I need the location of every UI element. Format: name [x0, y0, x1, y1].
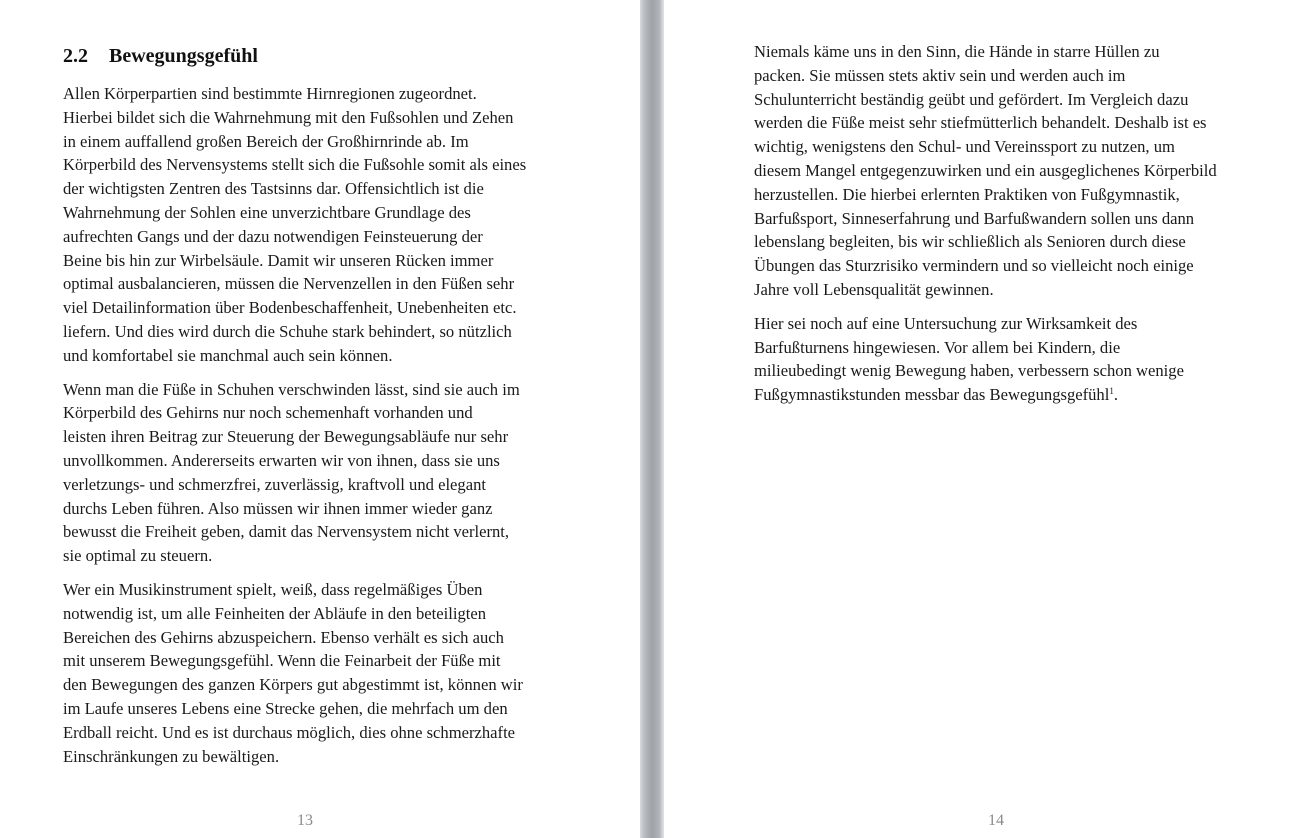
text-line: herzustellen. Die hierbei erlernten Praktiken von Fußgymnastik,: [754, 184, 1180, 204]
text-line: Hier sei noch auf eine Untersuchung zur Wirksamkeit des: [754, 313, 1138, 333]
text-line: Wahrnehmung der Sohlen eine unverzichtbare Grundlage des: [63, 202, 471, 222]
text-line: notwendig ist, um alle Feinheiten der Abläufe in den beteiligten: [63, 603, 487, 623]
left-page: [0, 0, 640, 838]
right-page: [664, 0, 1295, 838]
paragraph: [754, 40, 1254, 302]
page-number: 14: [988, 812, 1004, 829]
text-line: lebenslang begleiten, bis wir schließlich als Senioren durch diese: [754, 232, 1186, 252]
text-line: sie optimal zu steuern.: [63, 546, 213, 566]
text-line: Einschränkungen zu bewältigen.: [63, 746, 280, 766]
text-line: durchs Leben führen. Also müssen wir ihnen immer wieder ganz: [63, 498, 493, 518]
text-line: viel Detailinformation über Bodenbeschaffenheit, Unebenheiten etc.: [63, 298, 517, 318]
section-number: 2.2: [63, 45, 88, 67]
text-line: aufrechten Gangs und der dazu notwendigen Feinsteuerung der: [63, 226, 483, 246]
text-line: optimal ausbalancieren, müssen die Nervenzellen in den Füßen sehr: [63, 274, 515, 294]
text-line-content: Fußgymnastikstunden messbar das Bewegungsgefühl: [754, 385, 1110, 405]
text-line: Schulunterricht beständig geübt und gefördert. Im Vergleich dazu: [754, 89, 1189, 109]
text-line: Bereichen des Gehirns abzuspeichern. Ebenso verhält es sich auch: [63, 627, 504, 647]
section-heading: [63, 43, 258, 69]
text-line: liefern. Und dies wird durch die Schuhe stark behindert, so nützlich: [63, 321, 512, 341]
text-line: Körperbild des Gehirns nur noch schemenhaft vorhanden und: [63, 403, 473, 423]
text-line: verletzungs- und schmerzfrei, zuverlässig, kraftvoll und elegant: [63, 474, 486, 494]
text-line: bewusst die Freiheit geben, damit das Nervensystem nicht verlernt,: [63, 522, 510, 542]
text-line: im Laufe unseres Lebens eine Strecke gehen, die mehrfach um den: [63, 698, 508, 718]
text-line: Hierbei bildet sich die Wahrnehmung mit den Fußsohlen und Zehen: [63, 107, 514, 127]
text-line: Wenn man die Füße in Schuhen verschwinden lässt, sind sie auch im: [63, 379, 520, 399]
text-line: leisten ihren Beitrag zur Steuerung der Bewegungsabläufe nur sehr: [63, 427, 509, 447]
text-line: unvollkommen. Andererseits erwarten wir von ihnen, dass sie uns: [63, 450, 500, 470]
text-line: diesem Mangel entgegenzuwirken und ein ausgeglichenes Körperbild: [754, 160, 1217, 180]
sentence-end: .: [1113, 385, 1118, 405]
text-line: Niemals käme uns in den Sinn, die Hände in starre Hüllen zu: [754, 42, 1160, 61]
section-title: Bewegungsgefühl: [109, 45, 258, 67]
text-line: werden die Füße meist sehr stiefmütterlich behandelt. Deshalb ist es: [754, 113, 1207, 133]
paragraph: [63, 82, 563, 368]
text-line: wichtig, wenigstens den Schul- und Vereinssport zu nutzen, um: [754, 137, 1175, 157]
paragraph: [63, 378, 563, 568]
text-line: und komfortabel sie manchmal auch sein können.: [63, 345, 393, 365]
text-line: der wichtigsten Zentren des Tastsinns dar. Offensichtlich ist die: [63, 179, 484, 199]
text-line: Übungen das Sturzrisiko vermindern und so vielleicht noch einige: [754, 256, 1194, 276]
text-line: Wer ein Musikinstrument spielt, weiß, dass regelmäßiges Üben: [63, 579, 483, 599]
paragraph: [754, 312, 1254, 407]
text-line: Körperbild des Nervensystems stellt sich die Fußsohle somit als eines: [63, 155, 527, 175]
text-line: den Bewegungen des ganzen Körpers gut abgestimmt ist, können wir: [63, 675, 523, 695]
text-line: Barfußturnens hingewiesen. Vor allem bei Kindern, die: [754, 337, 1121, 357]
text-line: Erdball reicht. Und es ist durchaus möglich, dies ohne schmerzhafte: [63, 722, 516, 742]
text-line: Barfußsport, Sinneserfahrung und Barfußwandern sollen uns dann: [754, 208, 1195, 228]
paragraph: [63, 578, 563, 768]
text-line: Jahre voll Lebensqualität gewinnen.: [754, 279, 994, 299]
book-gutter: [640, 0, 664, 838]
text-line: milieubedingt wenig Bewegung haben, verbessern schon wenige: [754, 361, 1184, 381]
text-line-with-footnote: [754, 383, 1254, 407]
text-line: Beine bis hin zur Wirbelsäule. Damit wir unseren Rücken immer: [63, 250, 494, 270]
text-line: packen. Sie müssen stets aktiv sein und werden auch im: [754, 65, 1126, 85]
left-body-text: [63, 82, 563, 778]
right-body-text: [754, 40, 1254, 417]
text-line: in einem auffallend großen Bereich der Großhirnrinde ab. Im: [63, 131, 469, 151]
footnote-marker[interactable]: 1: [1109, 386, 1114, 397]
text-line: Allen Körperpartien sind bestimmte Hirnregionen zugeordnet.: [63, 84, 477, 103]
page-number: 13: [297, 812, 313, 829]
text-line: mit unserem Bewegungsgefühl. Wenn die Feinarbeit der Füße mit: [63, 651, 501, 671]
